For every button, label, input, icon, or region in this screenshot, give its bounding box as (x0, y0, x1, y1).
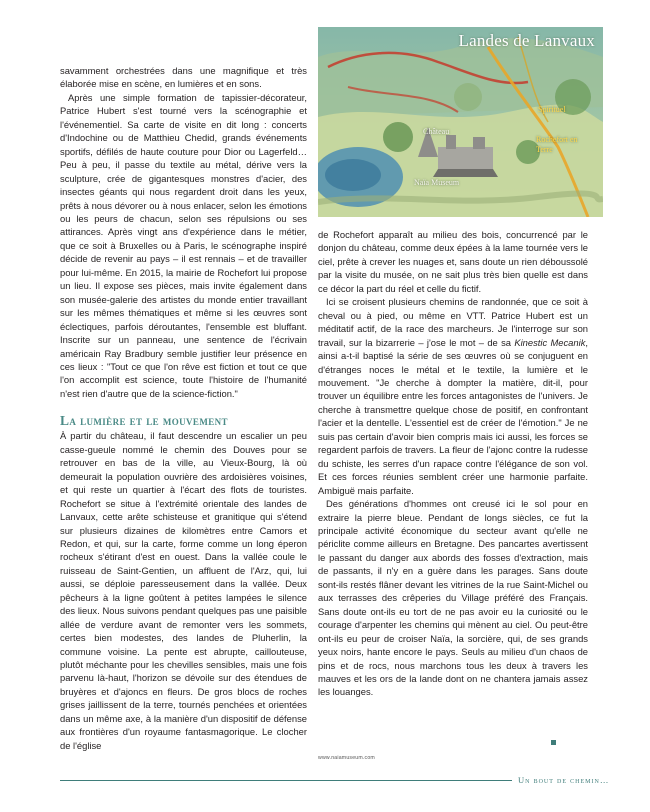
body-paragraph: Après une simple formation de tapissier-décorateur, Patrice Hubert s'est tourné vers la scénographie et l'événementiel. Sa carte de visite en dit long : concerts d'Indochine ou de Matthieu Chedid, grands événements sportifs, défilés de haute couture pour Dior ou Lagerfeld… Peu à peu, il passe du textile au métal, dérive vers la sculpture, crée de gigantesques monstres d'acier, des insectes géants qui nous regardent droit dans les yeux, prêts à nous dévorer ou à nous enlacer, selon les émotions ou les peurs de chacun, selon ses répulsions ou ses attirances. Après vingt ans d'expérience dans le métier, que ce soit à Bruxelles ou à Paris, le scénographe inspiré décide de revenir au pays – il est rennais – et de travailler pour lui-même. En 2015, la mairie de Rochefort lui propose un lieu. Il expose ses pièces, mais invite également dans son musée-galerie des artistes du monde entier travaillant sur les mêmes thématiques et même si les œuvres sont éclectiques, parfois déroutantes, l'ensemble est bluffant. Inscrite sur un panneau, une sentence de l'écrivain américain Ray Bradbury semble justifier leur présence en ces lieux : "Tout ce que l'on rêve est fiction et tout ce que l'on accomplit est science, toute l'histoire de l'humanité n'est rien d'autre que de la science-fiction." (60, 91, 307, 399)
text-run: Ici se croisent plusieurs chemins de randonnée, que ce soit à cheval ou à pied, ou même en VTT. Patrice Hubert est un méditatif actif, de la race des marcheurs. Je l'interroge sur son travail, sur la bizarrerie – j'ose le mot – de sa (318, 296, 588, 348)
body-paragraph: savamment orchestrées dans une magnifique et très élaborée mise en scène, en lumières et en sons. (60, 65, 307, 90)
artwork-series-title: Kinestic Mecanik (514, 336, 586, 348)
right-column (318, 228, 588, 699)
map-label-rochefort: Rochefort en Terre (536, 135, 578, 154)
map-label-spiritual: Spirituel (538, 105, 566, 114)
source-url: www.naiamuseum.com (318, 755, 375, 761)
left-column (60, 64, 307, 752)
text-run: , ainsi a-t-il baptisé la série de ses œuvres où se conjuguent en d'étranges noces le métal et le textile, la lumière et le mouvement. "Je cherche à dompter la matière, dit-il, pour trouver un équilibre entre les forces antagonistes de l'univers. Je cherche à transmettre quelque chose de positif, en confrontant l'acier et la dentelle. L'essentiel est de créer de l'émotion." Je ne suis pas certain d'avoir bien compris mais ici aussi, les forces se regardent parfois de travers. La fleur de l'ajonc contre la rudesse du schiste, les serres d'un rapace contre l'élégance de son vol. Et ces forces réunies semblent créer une harmonie parfaite. Ambiguë mais parfaite. (318, 336, 588, 496)
map-label-chateau: Château (423, 127, 450, 136)
section-heading: La lumière et le mouvement (60, 413, 228, 429)
body-paragraph (318, 295, 588, 497)
watercolor-map (318, 27, 603, 217)
body-paragraph: de Rochefort apparaît au milieu des bois, concurrencé par le donjon du château, comme deux épées à la lame tournée vers le ciel, prête à crever les nuages et, sans doute un rien déboussolé par la visite du musée, on ne sait plus très bien quelle est dans ce décor la part du réel et celle du fictif. (318, 229, 588, 294)
map-illustration (318, 27, 603, 217)
chateau-building (438, 147, 493, 169)
body-paragraph: À partir du château, il faut descendre un escalier un peu casse-gueule nommé le chemin des Douves pour se retrouver en bas de la ville, au Vieux-Bourg, là où demeurait la population ouvrière des ardoisières voisines, et qui reste un quartier à l'écart des flots de touristes. Rochefort se situe à l'extrémité orientale des landes de Lanvaux, cette arête schisteuse et granitique qui s'étend sur plusieurs dizaines de kilomètres entre Camors et Redon, et qui, sur la carte, forme comme un long éperon rocheux s'étirant d'est en ouest. Dans la vallée coule le ruisseau de Saint-Gentien, un affluent de l'Arz, qui, lui aussi, se déploie paresseusement dans la vallée. Deux pêcheurs à la ligne goûtent à petites lampées le silence des lieux. Nous suivons pendant quelques pas une paisible allée de verdure avant de remonter vers les sommets, certes bien modestes, des landes de Pluherlin, la commune voisine. La pente est abrupte, caillouteuse, plutôt méchante pour les chevilles sensibles, mais une fois parvenu là-haut, l'horizon se dévoile sur des étendues de bruyères et d'ajoncs en fleurs. De gros blocs de roches grises jaillissent de la terre, tournés penchées et orientées dans un même axe, à la manière d'un dispositif de défense aux frontières d'un royaume fantasmagorique. Le clocher de l'église (60, 430, 307, 751)
map-label-naia: Naïa Museum (414, 178, 460, 187)
end-mark (551, 740, 556, 745)
running-footer: Un bout de chemin… (518, 775, 610, 785)
footer-rule (60, 780, 512, 781)
map-title: Landes de Lanvaux (458, 31, 595, 50)
body-paragraph: Des générations d'hommes ont creusé ici le sol pour en extraire la pierre bleue. Pendant de longs siècles, ce fut la principale activité économique du secteur avant qu'elle ne périclite comme ailleurs en Bretagne. Des pancartes avertissent le passant du danger aux abords des fosses d'extraction, mais de passants, il n'y en a guère dans les parages. Sans doute sont-ils restés flâner devant les vitrines de la rue Saint-Michel ou aux terrasses des crêperies du Village préféré des Français. Sans doute ont-ils eu tort de ne pas avoir eu la curiosité ou le courage d'arpenter les chemins qui mènent au ciel. Ou peut-être ont-ils eu peur de croiser Naïa, la sorcière, qui, de ses grands yeux noirs, hante encore le pays. Seuls au milieu d'un chaos de pins et de rocs, nous marchons tous les deux à travers les mauves et les ors de la lande dont on ne chantera jamais assez les louanges. (318, 498, 588, 698)
